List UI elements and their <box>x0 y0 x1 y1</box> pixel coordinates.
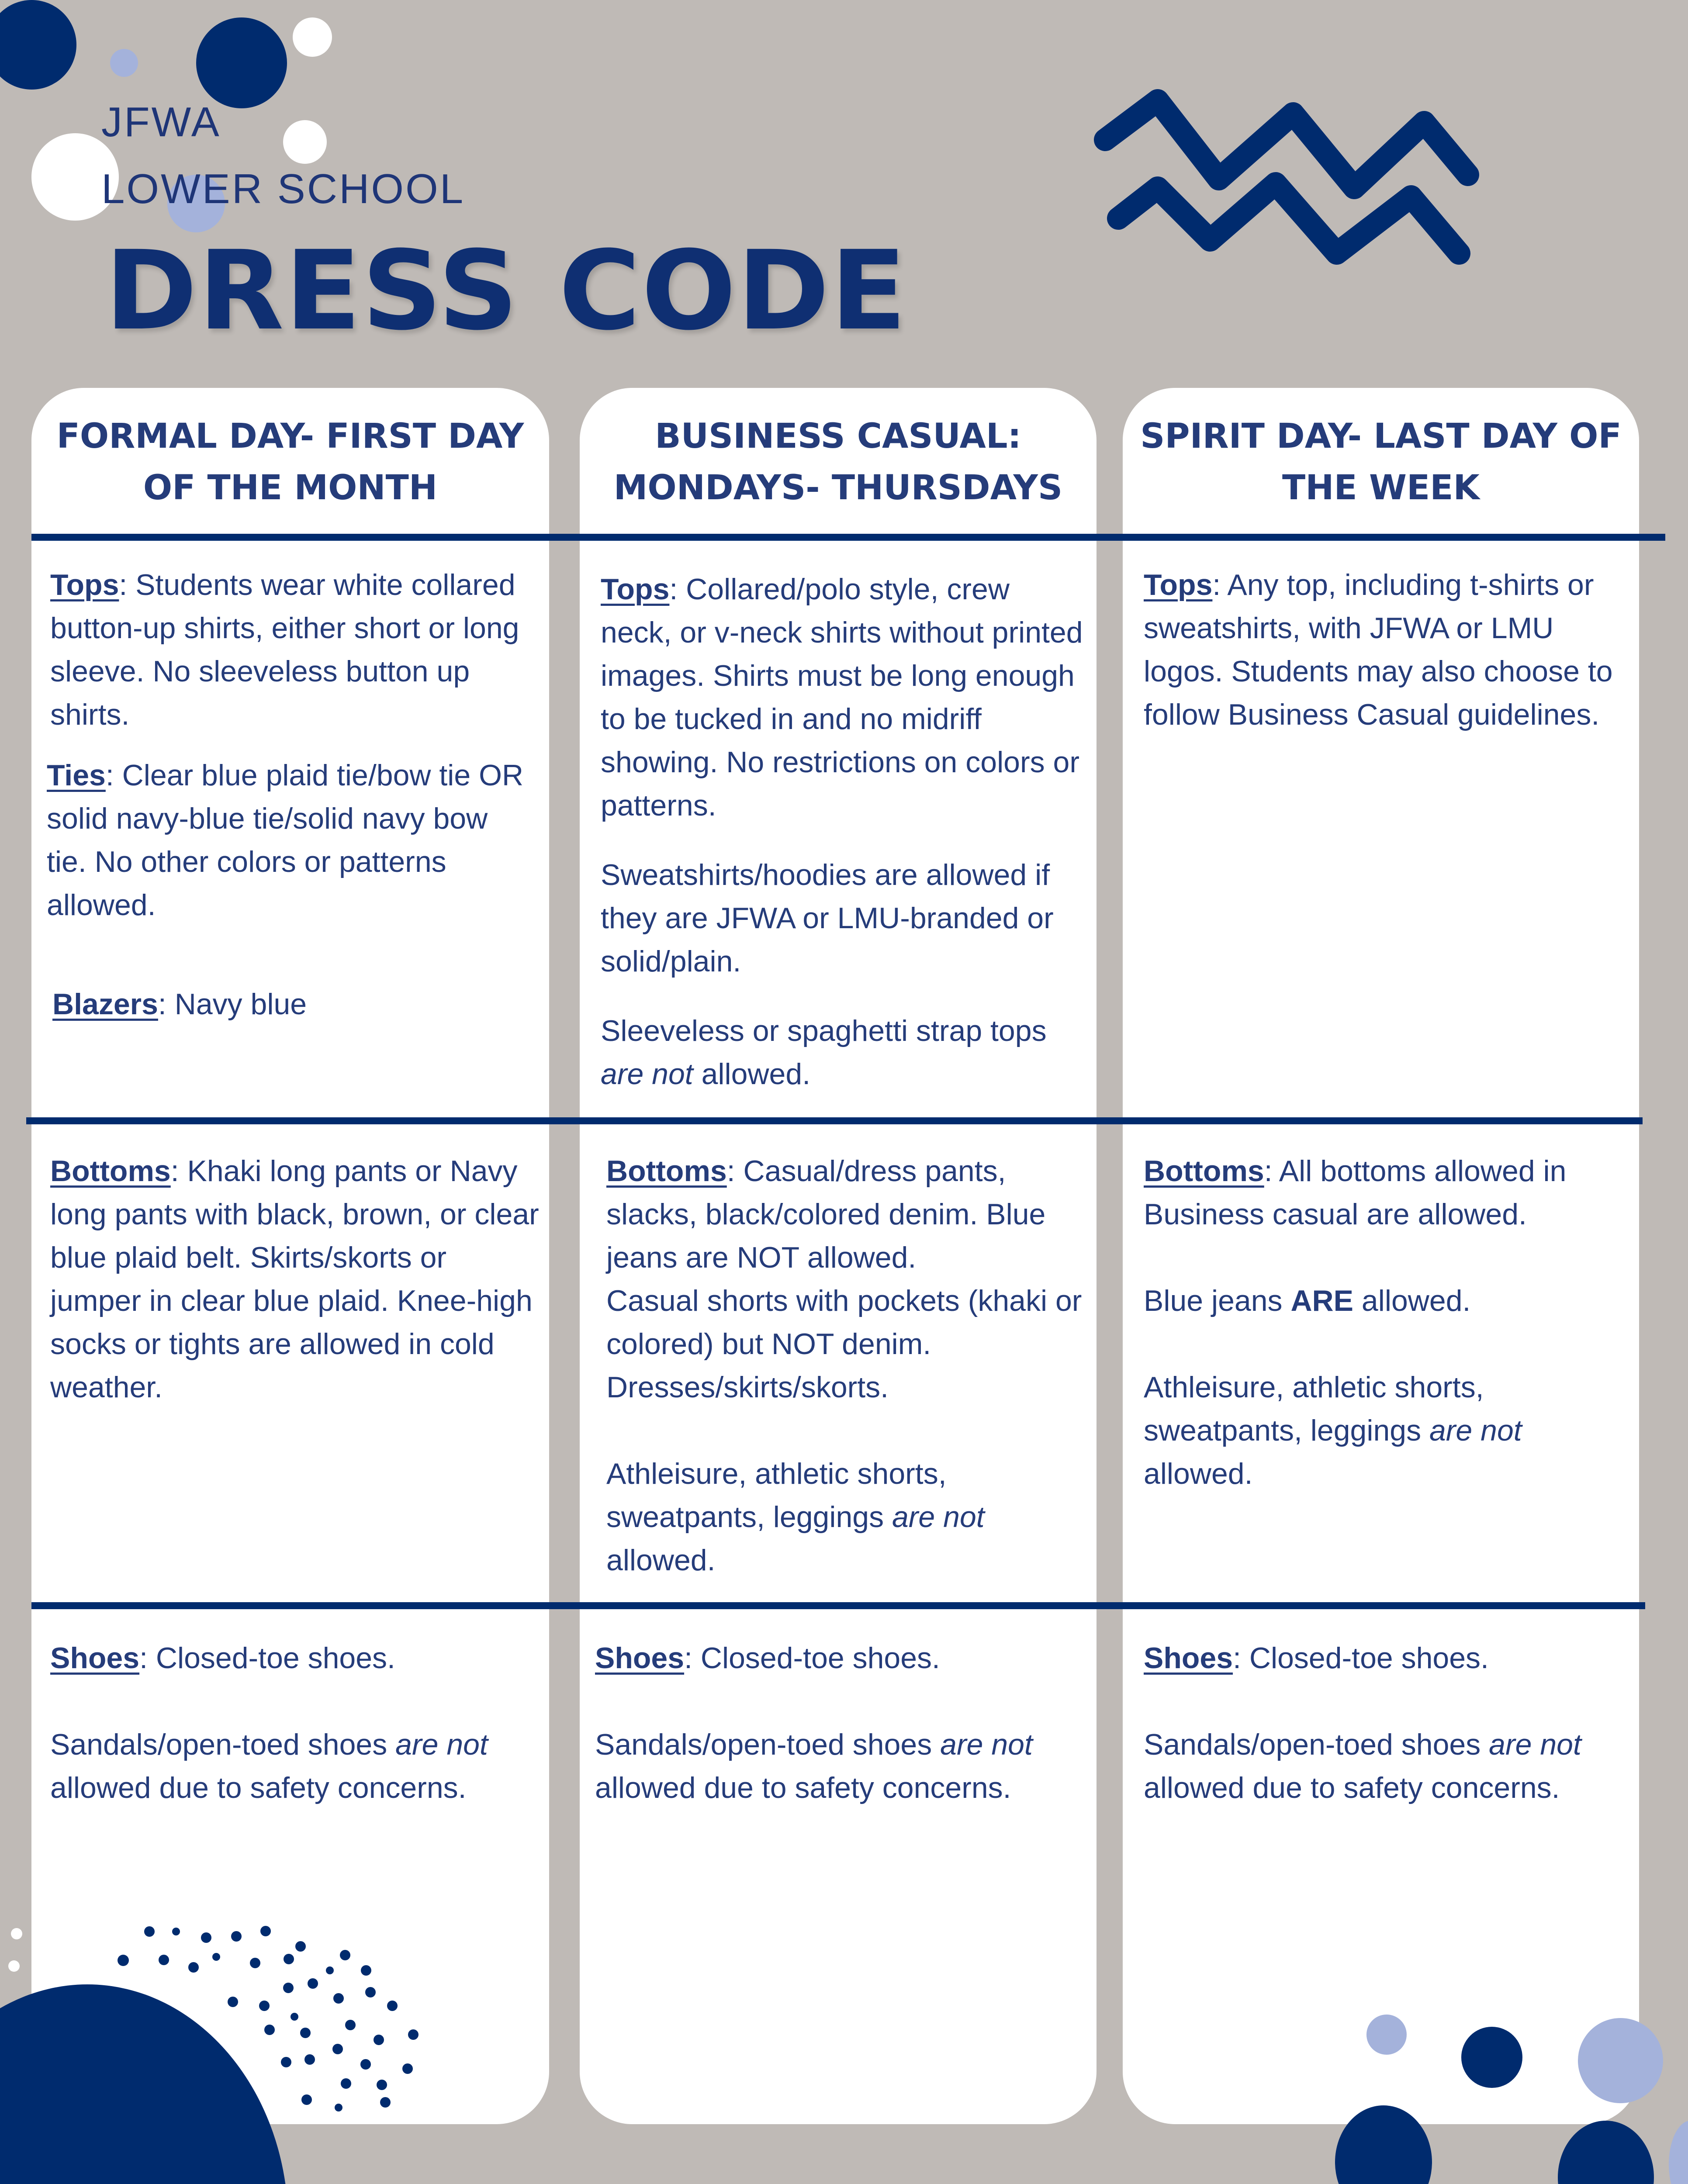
spirit-jeans <box>1144 1279 1629 1323</box>
tops-text: : Any top, including t-shirts or sweatshirts, with JFWA or LMU logos. Students may also choose to follow Business Casual guidelines. <box>1144 568 1613 731</box>
business-sweatshirts: Sweatshirts/hoodies are allowed if they are JFWA or LMU-branded or solid/plain. <box>601 858 1054 978</box>
formal-bottoms-cell <box>50 1150 540 1409</box>
blazers-label: Blazers <box>52 988 158 1021</box>
note-text: allowed due to safety concerns. <box>50 1771 467 1804</box>
tops-text: : Students wear white collared button-up shirts, either short or long sleeve. No sleeveless button up shirts. <box>50 568 519 731</box>
bottoms-text: : Casual/dress pants, slacks, black/colored denim. Blue jeans are NOT allowed. <box>606 1154 1046 1274</box>
tops-text: : Collared/polo style, crew neck, or v-neck shirts without printed images. Shirts must be long enough to be tucked in and no midriff showing. No restrictions on colors or patterns. <box>601 573 1083 822</box>
tops-label: Tops <box>601 573 670 606</box>
spirit-shoes-note <box>1144 1723 1633 1810</box>
athleisure-text: Athleisure, athletic shorts, sweatpants, leggings <box>1144 1371 1484 1447</box>
decor-circle <box>293 17 332 57</box>
org-subtitle: LOWER SCHOOL <box>101 166 465 212</box>
jeans-text: Blue jeans <box>1144 1284 1291 1317</box>
business-athleisure <box>606 1452 1091 1582</box>
business-tops-cell <box>601 568 1086 1096</box>
dotted-halftone-icon <box>0 1878 437 2184</box>
business-shorts: Casual shorts with pockets (khaki or colored) but NOT denim. <box>606 1284 1082 1361</box>
decor-circle <box>1669 2121 1688 2184</box>
formal-bottoms <box>50 1150 540 1409</box>
business-shoes-cell <box>595 1637 1084 1810</box>
bottoms-label: Bottoms <box>50 1154 171 1188</box>
note-text: Sandals/open-toed shoes <box>1144 1728 1489 1761</box>
note-text: allowed due to safety concerns. <box>595 1771 1011 1804</box>
shoes-text: : Closed-toe shoes. <box>1233 1641 1489 1675</box>
sleeveless-text: Sleeveless or spaghetti strap tops <box>601 1014 1047 1047</box>
column-heading: SPIRIT DAY- LAST DAY OF THE WEEK <box>1140 417 1622 508</box>
column-heading: FORMAL DAY- FIRST DAY OF THE MONTH <box>56 417 524 508</box>
row-divider-tops <box>26 1117 1643 1124</box>
formal-shoes-note <box>50 1723 540 1810</box>
sleeveless-emphasis: are not <box>601 1057 693 1091</box>
shoes-text: : Closed-toe shoes. <box>684 1641 940 1675</box>
sleeveless-text: allowed. <box>693 1057 811 1091</box>
column-heading: BUSINESS CASUAL: MONDAYS- THURSDAYS <box>613 417 1063 508</box>
jeans-emphasis: ARE <box>1290 1284 1354 1317</box>
row-divider-bottoms <box>31 1602 1645 1609</box>
spirit-bottoms <box>1144 1150 1629 1236</box>
decor-circle <box>110 49 138 77</box>
business-dresses: Dresses/skirts/skorts. <box>606 1371 889 1404</box>
decor-circle <box>1366 2015 1407 2055</box>
decor-circle <box>0 0 76 90</box>
formal-ties-cell <box>47 754 532 927</box>
page-title: DRESS CODE <box>105 227 908 354</box>
jeans-text: allowed. <box>1353 1284 1471 1317</box>
shoes-label: Shoes <box>50 1641 140 1675</box>
bottoms-label: Bottoms <box>606 1154 727 1188</box>
note-text: allowed due to safety concerns. <box>1144 1771 1560 1804</box>
athleisure-emphasis: are not <box>892 1500 985 1534</box>
decor-circle <box>1578 2018 1663 2103</box>
business-bottoms <box>606 1150 1091 1279</box>
athleisure-emphasis: are not <box>1429 1414 1522 1447</box>
decor-circle <box>1461 2027 1522 2088</box>
blazers-text: : Navy blue <box>158 988 307 1021</box>
ties-text: : Clear blue plaid tie/bow tie OR solid navy-blue tie/solid navy bow tie. No other colors or patterns allowed. <box>47 759 524 922</box>
spirit-shoes <box>1144 1637 1633 1680</box>
bottoms-label: Bottoms <box>1144 1154 1264 1188</box>
spirit-athleisure <box>1144 1366 1629 1496</box>
spirit-tops-cell <box>1144 563 1629 736</box>
wave-lines-icon <box>1092 87 1494 271</box>
tops-label: Tops <box>50 568 119 601</box>
business-shoes <box>595 1637 1084 1680</box>
decor-circle <box>1558 2121 1654 2184</box>
shoes-text: : Closed-toe shoes. <box>139 1641 395 1675</box>
ties-label: Ties <box>47 759 106 792</box>
business-bottoms-cell <box>606 1150 1091 1582</box>
business-shoes-note <box>595 1723 1084 1810</box>
formal-ties <box>47 754 532 927</box>
athleisure-text: allowed. <box>1144 1457 1253 1490</box>
bottoms-text: : Khaki long pants or Navy long pants with black, brown, or clear blue plaid belt. Skirts/skorts or jumper in clear blue plaid. Knee-high socks or tights are allowed in cold weather. <box>50 1154 539 1404</box>
athleisure-text: Athleisure, athletic shorts, sweatpants, leggings <box>606 1457 947 1534</box>
spirit-tops <box>1144 563 1629 736</box>
note-emphasis: are not <box>1489 1728 1581 1761</box>
formal-shoes-cell <box>50 1637 540 1810</box>
formal-tops-cell <box>50 563 535 736</box>
formal-blazers-cell <box>52 983 537 1026</box>
spirit-bottoms-cell <box>1144 1150 1629 1496</box>
decor-circle <box>196 17 287 108</box>
note-text: Sandals/open-toed shoes <box>595 1728 941 1761</box>
shoes-label: Shoes <box>595 1641 685 1675</box>
business-sleeveless <box>601 1009 1086 1096</box>
decor-circle <box>283 120 327 164</box>
bottoms-text: : All bottoms allowed in Business casual are allowed. <box>1144 1154 1567 1231</box>
spirit-shoes-cell <box>1144 1637 1633 1810</box>
tops-label: Tops <box>1144 568 1213 601</box>
note-text: Sandals/open-toed shoes <box>50 1728 396 1761</box>
formal-tops <box>50 563 535 736</box>
header-divider <box>31 534 1665 541</box>
shoes-label: Shoes <box>1144 1641 1233 1675</box>
formal-shoes <box>50 1637 540 1680</box>
org-name: JFWA <box>101 99 221 145</box>
note-emphasis: are not <box>940 1728 1033 1761</box>
business-tops <box>601 568 1086 827</box>
athleisure-text: allowed. <box>606 1544 716 1577</box>
note-emphasis: are not <box>395 1728 488 1761</box>
formal-blazers <box>52 983 537 1026</box>
